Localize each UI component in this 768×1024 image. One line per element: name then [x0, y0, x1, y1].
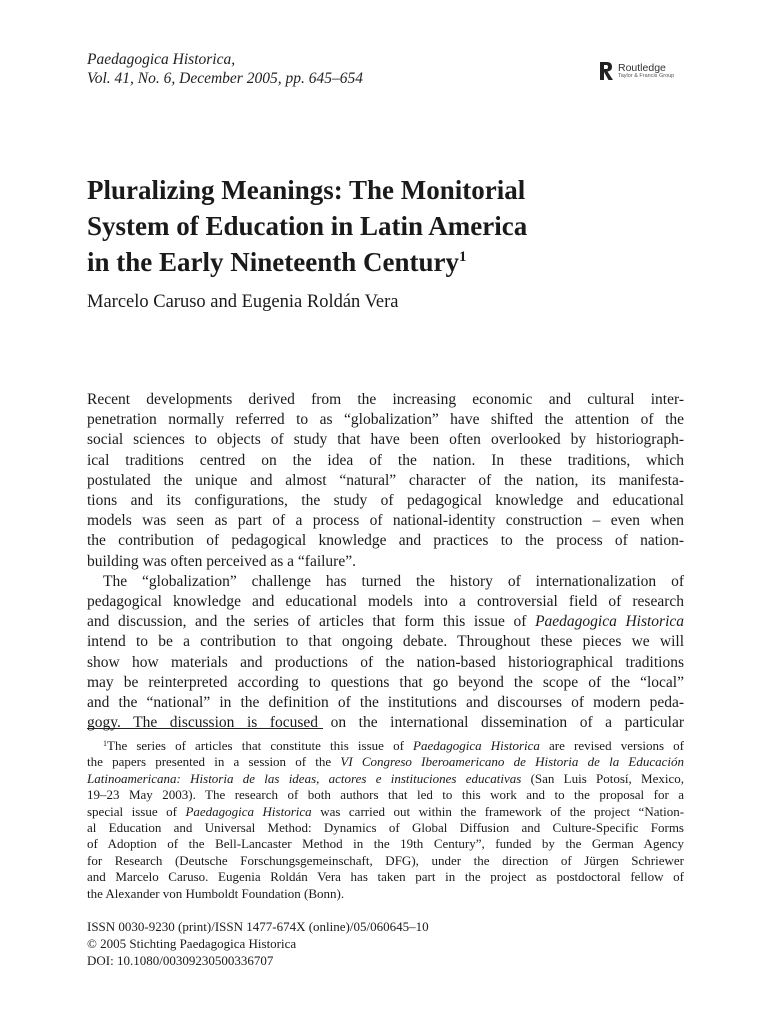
- text-line: tions and its configurations, the study of pedagogical knowledge and educational: [87, 492, 684, 510]
- journal-reference: Paedagogica Historica: [413, 738, 540, 753]
- text-line: pedagogical knowledge and educational models into a controversial field of research: [87, 593, 684, 611]
- text-line: gogy. The discussion is focused on the international dissemination of a particular: [87, 714, 684, 732]
- journal-volume: Vol. 41, No. 6, December 2005, pp. 645–654: [87, 70, 363, 87]
- authors: Marcelo Caruso and Eugenia Roldán Vera: [87, 292, 399, 312]
- footnote: [87, 738, 684, 902]
- publisher-logo: [597, 60, 674, 82]
- journal-name: Paedagogica Historica,: [87, 51, 236, 68]
- congress-name: VI Congreso Iberoamericano de Historia de la Educación: [340, 754, 684, 770]
- text-line: The “globalization” challenge has turned the history of internationalization of: [103, 572, 684, 590]
- text-segment: The series of articles that constitute this issue of: [107, 738, 404, 753]
- text-line: models was seen as part of a process of national-identity construction – even when: [87, 512, 684, 530]
- journal-reference: Paedagogica Historica: [185, 803, 312, 819]
- issn-line: ISSN 0030-9230 (print)/ISSN 1477-674X (online)/05/060645–10: [87, 919, 429, 934]
- text-segment: was carried out within the framework of the project “Nation-: [320, 803, 685, 819]
- congress-name: Latinoamericana: Historia de las ideas, actores e instituciones educativas: [87, 770, 522, 786]
- text-segment: and discussion, and the series of articles that form this issue of: [87, 613, 527, 631]
- text-line: building was often perceived as a “failure”.: [87, 552, 356, 570]
- body-text: [87, 390, 684, 733]
- publisher-name: Routledge: [618, 61, 666, 74]
- footnote-marker: 1: [103, 739, 107, 748]
- title-line: in the Early Nineteenth Century: [87, 247, 459, 277]
- text-line: [87, 612, 684, 632]
- text-line: intend to be a contribution to that ongoing debate. Throughout these pieces we will: [87, 633, 684, 651]
- footnote-line: for Research (Deutsche Forschungsgemeinschaft, DFG), under the direction of Jürgen Schriewer: [87, 852, 684, 868]
- footnote-line: [87, 771, 684, 787]
- footnote-line: al Education and Universal Method: Dynamics of Global Diffusion and Culture-Specific Forms: [87, 820, 684, 836]
- text-segment: the papers presented in a session of the: [87, 754, 332, 770]
- text-line: the contribution of pedagogical knowledge and practices to the process of nation-: [87, 532, 684, 550]
- text-segment: special issue of: [87, 803, 177, 819]
- title-footnote-marker: 1: [458, 249, 467, 265]
- footnote-line: and Marcelo Caruso. Eugenia Roldán Vera has taken part in the project as postdoctoral fellow of: [87, 869, 684, 885]
- journal-reference: Paedagogica Historica: [535, 613, 685, 631]
- text-line: and the “national” in the definition of the institutions and discourses of modern peda-: [87, 694, 684, 712]
- title-line: Pluralizing Meanings: The Monitorial: [87, 175, 526, 205]
- text-line: show how materials and productions of the nation-based historiographical traditions: [87, 653, 684, 671]
- footnote-line: [87, 738, 684, 754]
- text-segment: (San Luis Potosí, Mexico,: [530, 770, 685, 786]
- doi-line: DOI: 10.1080/00309230500336707: [87, 953, 274, 968]
- footnote-line: [87, 804, 684, 820]
- text-segment: are revised versions of: [549, 738, 685, 753]
- footnote-line: the Alexander von Humboldt Foundation (Bonn).: [87, 885, 345, 901]
- publisher-subtitle: Taylor & Francis Group: [618, 73, 675, 79]
- text-line: social sciences to objects of study that have been often overlooked by historiograph-: [87, 431, 684, 449]
- footnote-line: [87, 754, 684, 770]
- paragraph-1: [87, 390, 684, 572]
- text-line: penetration normally referred to as “globalization” have shifted the attention of the: [87, 411, 684, 429]
- paper-title: [87, 172, 687, 280]
- footnote-divider: [87, 728, 323, 729]
- footnote-line: of Adoption of the Bell-Lancaster Method in the 19th Century”, funded by the German Agency: [87, 836, 684, 852]
- text-line: Recent developments derived from the increasing economic and cultural inter-: [87, 391, 684, 408]
- issn-block: [87, 918, 429, 969]
- footnote-line: 19–23 May 2003). The research of both authors that led to this work and to the proposal for a: [87, 787, 684, 803]
- text-line: ical traditions centred on the idea of the nation. In these traditions, which: [87, 451, 684, 469]
- journal-info: [87, 50, 363, 88]
- routledge-r-icon: [597, 60, 615, 82]
- copyright-line: © 2005 Stichting Paedagogica Historica: [87, 936, 297, 951]
- paragraph-2: [87, 572, 684, 734]
- text-line: may be reinterpreted according to questions that go beyond the scope of the “local”: [87, 673, 684, 691]
- title-line: System of Education in Latin America: [87, 211, 528, 241]
- text-line: postulated the unique and almost “natural” character of the nation, its manifesta-: [87, 471, 684, 489]
